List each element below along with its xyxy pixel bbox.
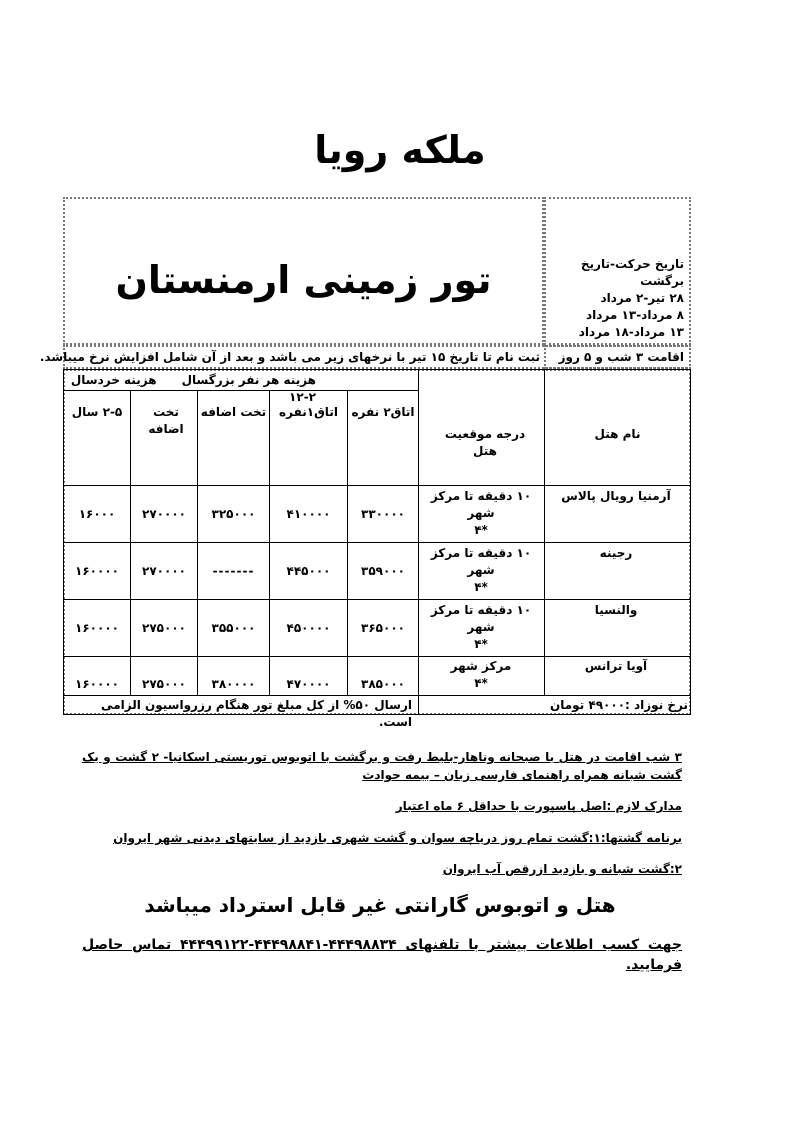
dates-block bbox=[548, 256, 684, 341]
price-child-small: ۱۶۰۰۰۰ bbox=[75, 564, 119, 578]
tour-name: تور زمینی ارمنستان bbox=[115, 258, 492, 302]
col-child-bed-header: تخت اضافه bbox=[148, 405, 184, 436]
price-double: ۳۶۵۰۰۰ bbox=[361, 621, 405, 635]
price-extra: ۳۲۵۰۰۰ bbox=[211, 507, 256, 521]
price-extra: ۳۵۵۰۰۰ bbox=[211, 621, 256, 635]
page-title: ملکه رویا bbox=[314, 128, 486, 172]
price-single: ۴۵۰۰۰۰ bbox=[286, 621, 331, 635]
hotel-name: آویا ترانس bbox=[584, 659, 648, 673]
date-item: ۱۳ مرداد-۱۸ مرداد bbox=[578, 325, 684, 339]
hotel-name: آرمنیا رویال پالاس bbox=[561, 489, 671, 503]
adult-header: هزینه هر نفر بزرگسال هزینه خردسال ۲-۱۲ bbox=[70, 373, 316, 404]
col-single-header: اتاق۱نفره bbox=[279, 405, 338, 419]
price-single: ۴۷۰۰۰۰ bbox=[286, 677, 331, 691]
services-note: ۳ شب اقامت در هتل با صبحانه وناهار-بلیط رفت و برگشت با اتوبوس توریستی اسکانیا- ۲ گشت و یک گشت شبانه همراه راهنمای فارسی زبان – بیمه حوادث bbox=[82, 750, 682, 782]
program-note-1: برنامه گشتها:۱:گشت تمام روز دریاچه سوان و گشت شهری بازدید از سایتهای دیدنی شهر ایروان bbox=[113, 831, 682, 845]
price-child-small: ۱۶۰۰۰۰ bbox=[75, 677, 119, 691]
col-extra-header: تخت اضافه bbox=[200, 405, 267, 419]
hotel-location: ۱۰ دقیقه تا مرکز شهر *۴ bbox=[430, 546, 532, 594]
price-child-bed: ۲۷۵۰۰۰ bbox=[142, 621, 186, 635]
program-note-2: ۲:گشت شبانه و بازدید ازرقص آب ایروان bbox=[442, 862, 682, 876]
date-item: ۸ مرداد-۱۳ مرداد bbox=[586, 308, 684, 322]
price-single: ۴۴۵۰۰۰ bbox=[286, 564, 331, 578]
contact-note: جهت کسب اطلاعات بیشتر با تلفنهای ۴۴۴۹۸۸۳۴-۴۴۴۹۸۸۴۱-۴۴۴۹۹۱۲۲ تماس حاصل فرمایید. bbox=[82, 937, 683, 973]
price-double: ۳۳۰۰۰۰ bbox=[361, 507, 405, 521]
deposit-note: ارسال ۵۰% از کل مبلغ تور هنگام رزرواسیون الزامی است. bbox=[101, 698, 412, 729]
hotel-name: رجینه bbox=[599, 546, 633, 560]
col-double-header: اتاق۲ نفره bbox=[351, 405, 415, 419]
price-child-small: ۱۶۰۰۰۰ bbox=[75, 621, 119, 635]
price-double: ۳۸۵۰۰۰ bbox=[361, 677, 405, 691]
price-single: ۴۱۰۰۰۰ bbox=[286, 507, 331, 521]
price-child-small: ۱۶۰۰۰ bbox=[78, 507, 116, 521]
dates-heading: تاریخ حرکت-تاریخ برگشت bbox=[580, 257, 684, 288]
hotel-location: ۱۰ دقیقه تا مرکز شهر *۴ bbox=[430, 489, 532, 537]
price-extra: ------- bbox=[212, 564, 255, 578]
hotel-location: مرکز شهر *۴ bbox=[450, 659, 512, 690]
hotel-name-header: نام هتل bbox=[594, 427, 641, 441]
hotel-name: والنسیا bbox=[594, 603, 638, 617]
price-child-bed: ۲۷۰۰۰۰ bbox=[142, 507, 186, 521]
notice-text: ثبت نام تا تاریخ ۱۵ تیر با نرخهای زیر می باشد و بعد از آن شامل افزایش نرخ میباشد. bbox=[39, 350, 540, 364]
price-double: ۳۵۹۰۰۰ bbox=[361, 564, 405, 578]
infant-rate: نرخ نوزاد :۴۹۰۰۰ تومان bbox=[550, 698, 688, 712]
grade-header: درجه موقعیت هتل bbox=[444, 427, 526, 458]
col-child-small-header: ۲-۵ سال bbox=[71, 405, 123, 419]
price-child-bed: ۲۷۰۰۰۰ bbox=[142, 564, 186, 578]
date-item: ۲۸ تیر-۲ مرداد bbox=[600, 291, 684, 305]
documents-note: مدارک لازم :اصل پاسپورت با حداقل ۶ ماه اعتبار bbox=[395, 799, 682, 813]
price-extra: ۳۸۰۰۰۰ bbox=[211, 677, 256, 691]
stay-text: اقامت ۳ شب و ۵ روز bbox=[558, 350, 684, 364]
warning-note: هتل و اتوبوس گارانتی غیر قابل استرداد میباشد bbox=[144, 893, 616, 917]
price-child-bed: ۲۷۵۰۰۰ bbox=[142, 677, 186, 691]
hotel-location: ۱۰ دقیقه تا مرکز شهر *۴ bbox=[430, 603, 532, 651]
